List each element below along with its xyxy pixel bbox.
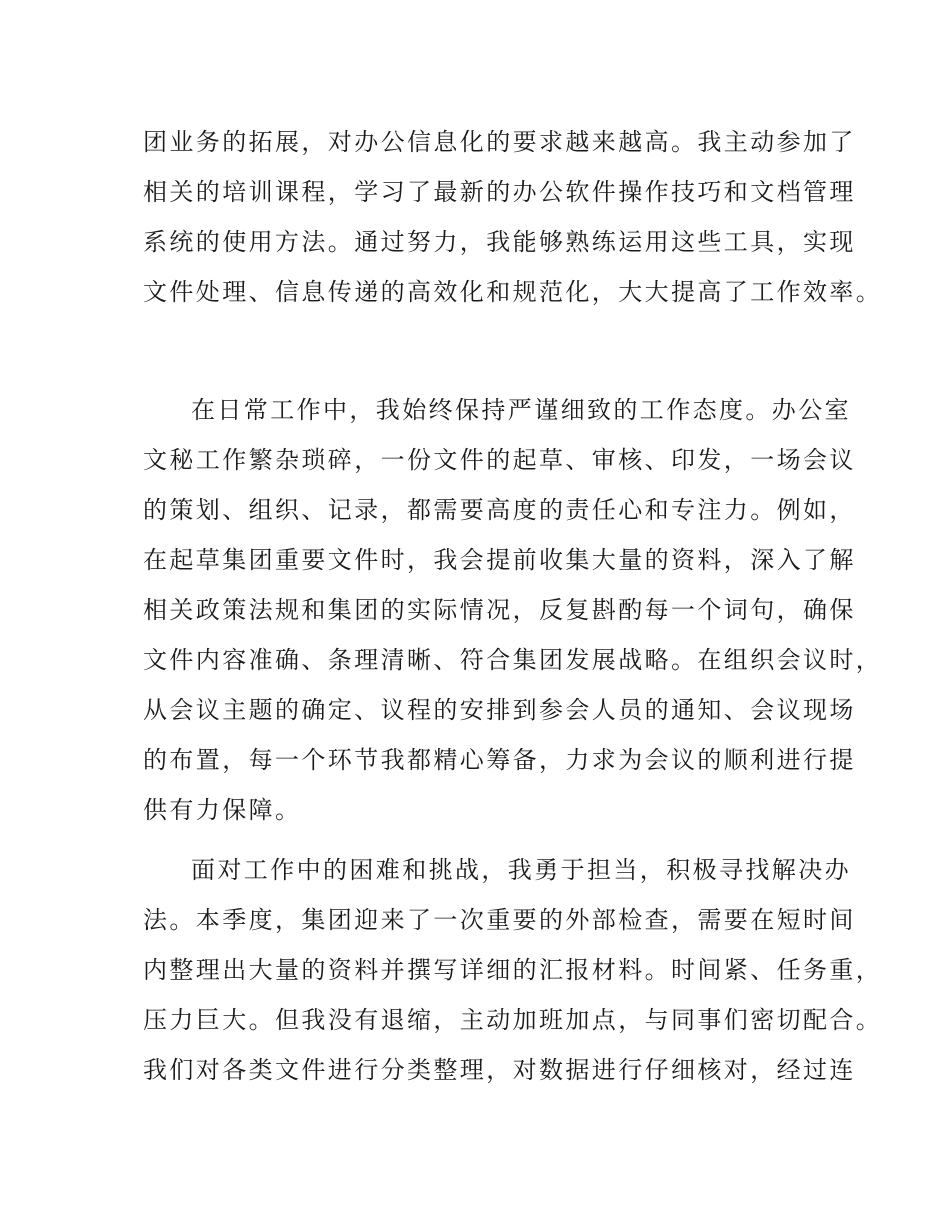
text-line: 我们对各类文件进行分类整理，对数据进行仔细核对，经过连 <box>143 1056 856 1084</box>
text-line: 内整理出大量的资料并撰写详细的汇报材料。时间紧、任务重， <box>143 956 883 984</box>
text-line: 法。本季度，集团迎来了一次重要的外部检查，需要在短时间 <box>143 906 856 934</box>
text-line: 系统的使用方法。通过努力，我能够熟练运用这些工具，实现 <box>143 228 856 256</box>
text-line: 在起草集团重要文件时，我会提前收集大量的资料，深入了解 <box>143 546 856 574</box>
text-line: 供有力保障。 <box>143 796 302 824</box>
text-line: 的布置，每一个环节我都精心筹备，力求为会议的顺利进行提 <box>143 746 856 774</box>
text-line: 文件处理、信息传递的高效化和规范化，大大提高了工作效率。 <box>143 278 883 306</box>
text-line: 相关的培训课程，学习了最新的办公软件操作技巧和文档管理 <box>143 178 856 206</box>
text-line: 的策划、组织、记录，都需要高度的责任心和专注力。例如， <box>143 496 856 524</box>
text-line: 面对工作中的困难和挑战，我勇于担当，积极寻找解决办 <box>191 856 851 884</box>
text-line: 文件内容准确、条理清晰、符合集团发展战略。在组织会议时， <box>143 646 883 674</box>
text-line: 在日常工作中，我始终保持严谨细致的工作态度。办公室 <box>191 396 851 424</box>
text-line: 团业务的拓展，对办公信息化的要求越来越高。我主动参加了 <box>143 128 856 156</box>
text-line: 文秘工作繁杂琐碎，一份文件的起草、审核、印发，一场会议 <box>143 446 856 474</box>
text-line: 压力巨大。但我没有退缩，主动加班加点，与同事们密切配合。 <box>143 1006 883 1034</box>
text-line: 相关政策法规和集团的实际情况，反复斟酌每一个词句，确保 <box>143 596 856 624</box>
text-line: 从会议主题的确定、议程的安排到参会人员的通知、会议现场 <box>143 696 856 724</box>
